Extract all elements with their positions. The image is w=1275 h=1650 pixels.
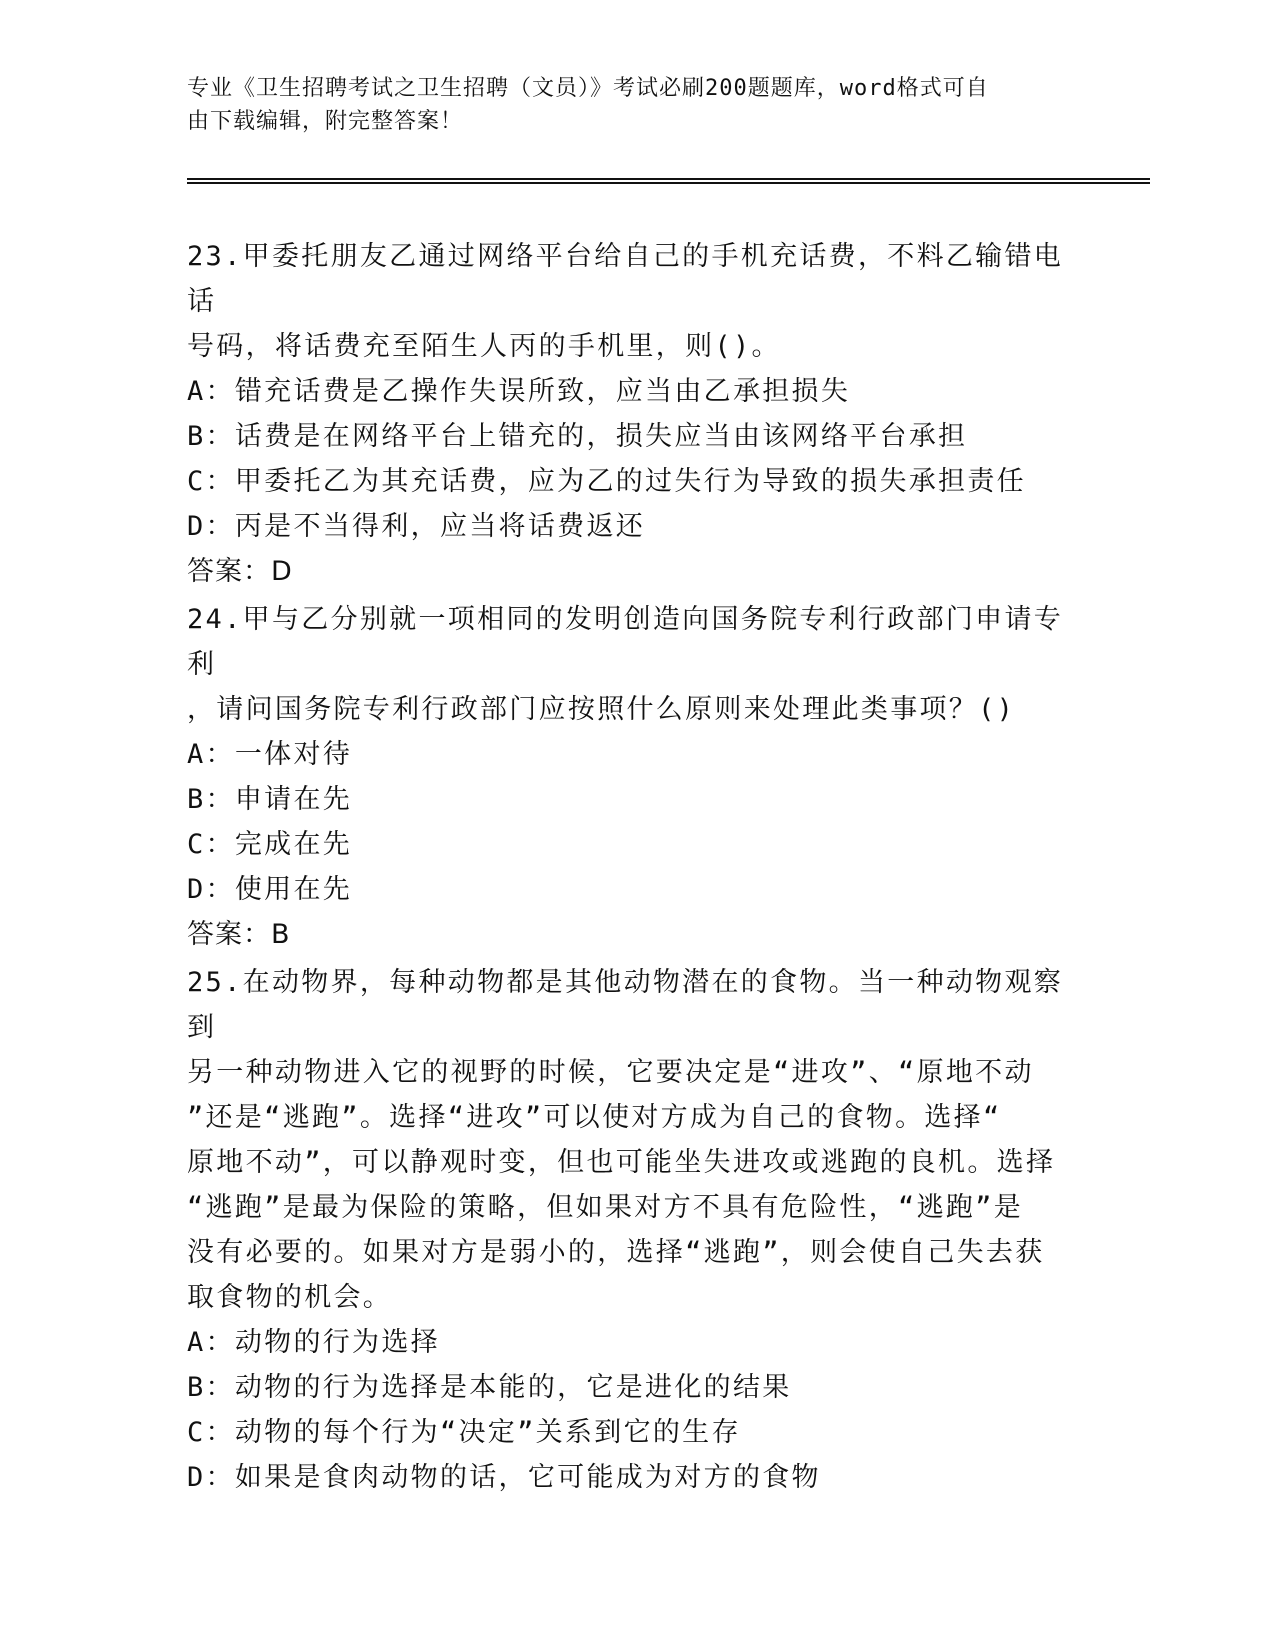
option-c: C：完成在先 bbox=[187, 829, 353, 860]
question-text-line: 23.甲委托朋友乙通过网络平台给自己的手机充话费，不料乙输错电话 bbox=[187, 241, 1064, 317]
option-a: A：一体对待 bbox=[187, 739, 353, 770]
question-text-line: 原地不动”，可以静观时变，但也可能坐失进攻或逃跑的良机。选择 bbox=[187, 1147, 1056, 1178]
question-text-line: 24.甲与乙分别就一项相同的发明创造向国务院专利行政部门申请专利 bbox=[187, 604, 1064, 680]
option-d: D：使用在先 bbox=[187, 874, 353, 905]
question-text-line: 没有必要的。如果对方是弱小的，选择“逃跑”，则会使自己失去获 bbox=[187, 1237, 1045, 1268]
answer-label: 答案：B bbox=[187, 919, 291, 950]
option-d: D：丙是不当得利，应当将话费返还 bbox=[187, 511, 646, 542]
option-c: C：动物的每个行为“决定”关系到它的生存 bbox=[187, 1417, 741, 1448]
question-text-line: 另一种动物进入它的视野的时候，它要决定是“进攻”、“原地不动 bbox=[187, 1057, 1034, 1088]
option-c: C：甲委托乙为其充话费，应为乙的过失行为导致的损失承担责任 bbox=[187, 466, 1026, 497]
header-line-2: 由下载编辑，附完整答案！ bbox=[187, 109, 464, 134]
question-23 bbox=[187, 234, 1087, 594]
document-header bbox=[187, 72, 1067, 138]
question-text-line: ，请问国务院专利行政部门应按照什么原则来处理此类事项？() bbox=[187, 694, 1016, 725]
question-text-line: 25.在动物界，每种动物都是其他动物潜在的食物。当一种动物观察到 bbox=[187, 967, 1064, 1043]
question-text-line: 取食物的机会。 bbox=[187, 1282, 393, 1313]
option-b: B：申请在先 bbox=[187, 784, 353, 815]
header-divider bbox=[187, 178, 1150, 184]
option-a: A：动物的行为选择 bbox=[187, 1327, 440, 1358]
question-text-line: 号码，将话费充至陌生人丙的手机里，则()。 bbox=[187, 331, 781, 362]
question-24 bbox=[187, 597, 1087, 957]
question-text-line: ”还是“逃跑”。选择“进攻”可以使对方成为自己的食物。选择“ bbox=[187, 1102, 1002, 1133]
header-line-1: 专业《卫生招聘考试之卫生招聘（文员）》考试必刷200题题库，word格式可自 bbox=[187, 76, 989, 101]
option-b: B：动物的行为选择是本能的，它是进化的结果 bbox=[187, 1372, 792, 1403]
question-25 bbox=[187, 960, 1087, 1500]
option-b: B：话费是在网络平台上错充的，损失应当由该网络平台承担 bbox=[187, 421, 968, 452]
question-text-line: “逃跑”是最为保险的策略，但如果对方不具有危险性，“逃跑”是 bbox=[187, 1192, 1024, 1223]
answer-label: 答案：D bbox=[187, 556, 293, 587]
option-a: A：错充话费是乙操作失误所致，应当由乙承担损失 bbox=[187, 376, 851, 407]
option-d: D：如果是食肉动物的话，它可能成为对方的食物 bbox=[187, 1462, 821, 1493]
